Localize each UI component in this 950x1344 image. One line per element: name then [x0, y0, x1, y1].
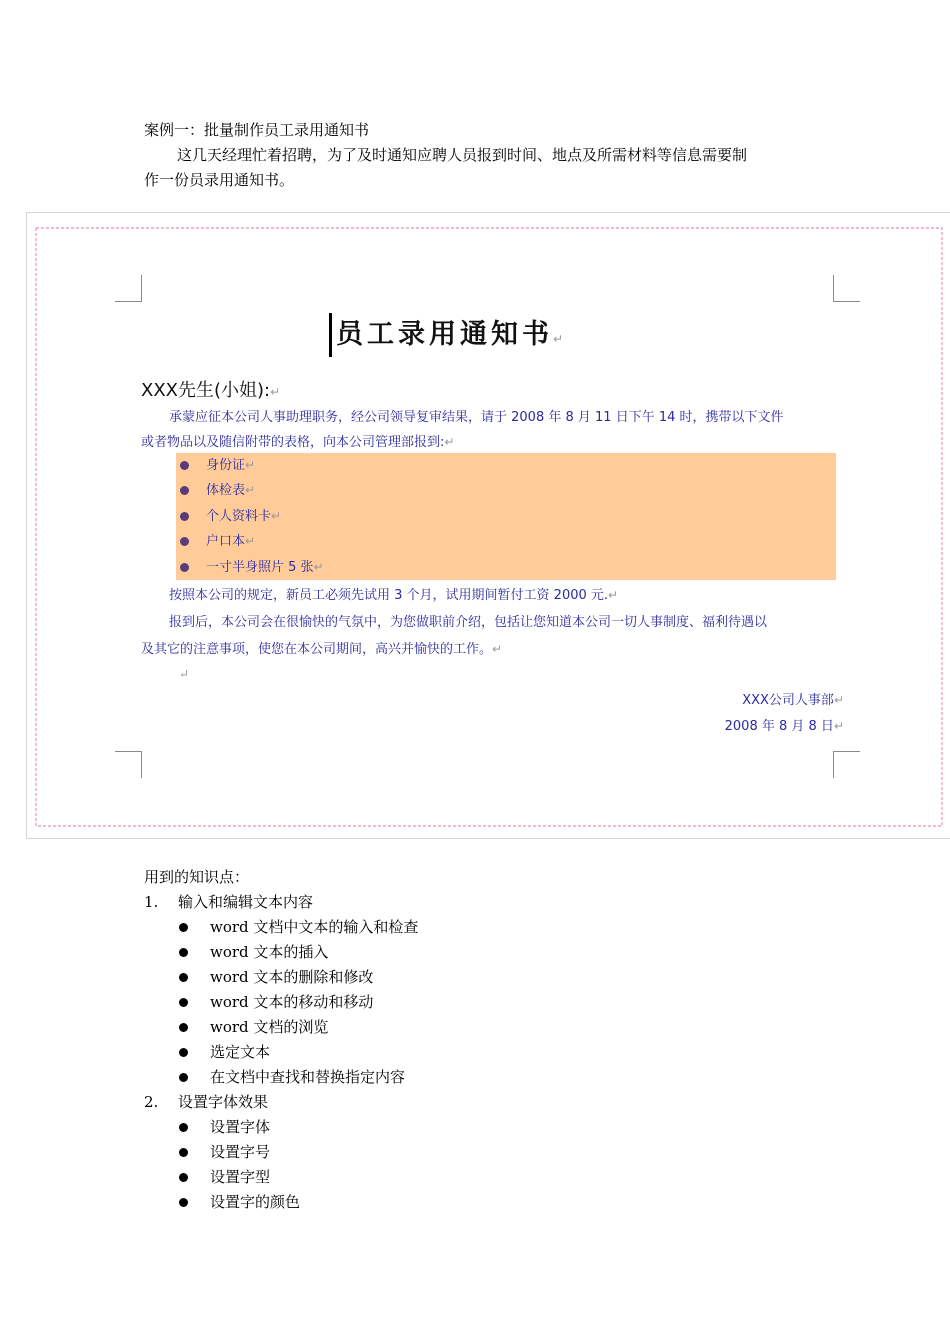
- paragraph-mark: ↵: [270, 385, 281, 399]
- bullet-icon: [179, 1073, 188, 1082]
- bullet-icon: [180, 537, 189, 546]
- letter-paragraph-2: [169, 584, 618, 603]
- para3-line1: 报到后，本公司会在很愉快的气氛中，为您做职前介绍，包括让您知道本公司一切人事制度、福利待遇以: [169, 615, 768, 630]
- crop-mark-top-left: [115, 275, 142, 302]
- letter-title-text: 员工录用通知书: [336, 319, 553, 350]
- signature-company: [742, 689, 844, 708]
- list-item: [144, 915, 418, 940]
- item-text: 体检表: [206, 483, 246, 499]
- bullet-text: 设置字的颜色: [210, 1193, 301, 1211]
- required-items-list: [176, 453, 836, 580]
- section-title: [144, 1090, 418, 1115]
- para2-text: 按照本公司的规定，新员工必须先试用 3 个月，试用期间暂付工资 2000 元.: [169, 588, 609, 603]
- bullet-icon: [179, 973, 188, 982]
- bullet-icon: [179, 1198, 188, 1207]
- paragraph-mark: ↵: [271, 508, 282, 523]
- para1-line1: 承蒙应征本公司人事助理职务，经公司领导复审结果，请于 2008 年 8 月 11 日下午 14 时，携带以下文件: [169, 410, 784, 425]
- list-item: [144, 1065, 418, 1090]
- paragraph-mark: ↵: [313, 559, 324, 574]
- signature-company-text: XXX公司人事部: [742, 693, 834, 708]
- bullet-text: word 文本的移动和移动: [210, 993, 374, 1011]
- signature-date: [725, 715, 844, 734]
- signature-date-text: 2008 年 8 月 8 日: [724, 719, 834, 734]
- bullet-text: 在文档中查找和替换指定内容: [210, 1068, 406, 1086]
- bullet-text: word 文档中文本的输入和检查: [210, 918, 419, 936]
- section-title: [144, 890, 418, 915]
- case-heading: 案例一：批量制作员工录用通知书: [144, 121, 370, 139]
- bullet-icon: [179, 923, 188, 932]
- list-item: [144, 1015, 418, 1040]
- paragraph-mark: ↵: [833, 693, 844, 707]
- bullet-text: word 文本的删除和修改: [210, 968, 374, 986]
- bullet-icon: [179, 1123, 188, 1132]
- section-number: 1.: [144, 893, 159, 911]
- bullet-text: 设置字型: [210, 1168, 271, 1186]
- bullet-icon: [180, 486, 189, 495]
- bullet-icon: [179, 998, 188, 1007]
- paragraph-mark: ↵: [245, 483, 256, 498]
- paragraph-mark: ↵: [179, 667, 190, 681]
- item-text: 户口本: [206, 534, 246, 550]
- intro-paragraph-line2: 作一份员录用通知书。: [144, 171, 295, 189]
- list-item: [176, 453, 836, 478]
- salutation-text: XXX先生(小姐):: [141, 380, 271, 401]
- crop-mark-bottom-right: [833, 751, 860, 778]
- paragraph-mark: ↵: [833, 719, 844, 733]
- para3-line2: 及其它的注意事项，使您在本公司期间，高兴并愉快的工作。: [141, 642, 493, 657]
- bullet-text: word 文本的插入: [210, 943, 329, 961]
- list-item: [144, 1115, 418, 1140]
- bullet-icon: [180, 461, 189, 470]
- knowledge-heading: 用到的知识点：: [144, 868, 250, 886]
- list-item: [176, 478, 836, 503]
- paragraph-mark: ↵: [245, 458, 256, 472]
- bullet-icon: [179, 1148, 188, 1157]
- list-item: [176, 555, 836, 580]
- list-item: [176, 504, 836, 529]
- paragraph-mark: ↵: [444, 435, 455, 449]
- item-text: 一寸半身照片 5 张: [206, 559, 314, 575]
- crop-mark-bottom-left: [115, 751, 142, 778]
- list-item: [144, 965, 418, 990]
- section-title-text: 输入和编辑文本内容: [178, 893, 314, 911]
- list-item: [176, 529, 836, 554]
- letter-paragraph-1: [141, 405, 841, 455]
- bullet-icon: [179, 1023, 188, 1032]
- letter-salutation: [141, 376, 280, 402]
- knowledge-points: [144, 865, 418, 1215]
- bullet-text: 设置字号: [210, 1143, 271, 1161]
- bullet-icon: [180, 563, 189, 572]
- list-item: [144, 1040, 418, 1065]
- bullet-icon: [179, 1173, 188, 1182]
- crop-mark-top-right: [833, 275, 860, 302]
- list-item: [144, 1140, 418, 1165]
- intro-paragraph-line1: 这几天经理忙着招聘，为了及时通知应聘人员报到时间、地点及所需材料等信息需要制: [177, 146, 748, 164]
- section-number: 2.: [144, 1093, 159, 1111]
- list-item: [144, 940, 418, 965]
- letter-paragraph-3: [141, 610, 841, 663]
- paragraph-mark: ↵: [492, 642, 503, 656]
- letter-title: [329, 313, 563, 357]
- bullet-icon: [179, 1048, 188, 1057]
- bullet-icon: [179, 948, 188, 957]
- intro-section: [144, 118, 824, 193]
- bullet-text: 设置字体: [210, 1118, 271, 1136]
- letter-screenshot: [26, 212, 950, 839]
- list-item: [144, 990, 418, 1015]
- empty-paragraph: [179, 663, 189, 682]
- paragraph-mark: ↵: [553, 332, 564, 346]
- item-text: 身份证: [206, 458, 246, 473]
- paragraph-mark: ↵: [608, 588, 619, 602]
- para1-line2: 或者物品以及随信附带的表格，向本公司管理部报到:: [141, 435, 445, 450]
- list-item: [144, 1190, 418, 1215]
- list-item: [144, 1165, 418, 1190]
- bullet-text: word 文档的浏览: [210, 1018, 329, 1036]
- bullet-text: 选定文本: [210, 1043, 271, 1061]
- paragraph-mark: ↵: [245, 534, 256, 549]
- bullet-icon: [180, 512, 189, 521]
- section-title-text: 设置字体效果: [178, 1093, 269, 1111]
- item-text: 个人资料卡: [206, 508, 272, 524]
